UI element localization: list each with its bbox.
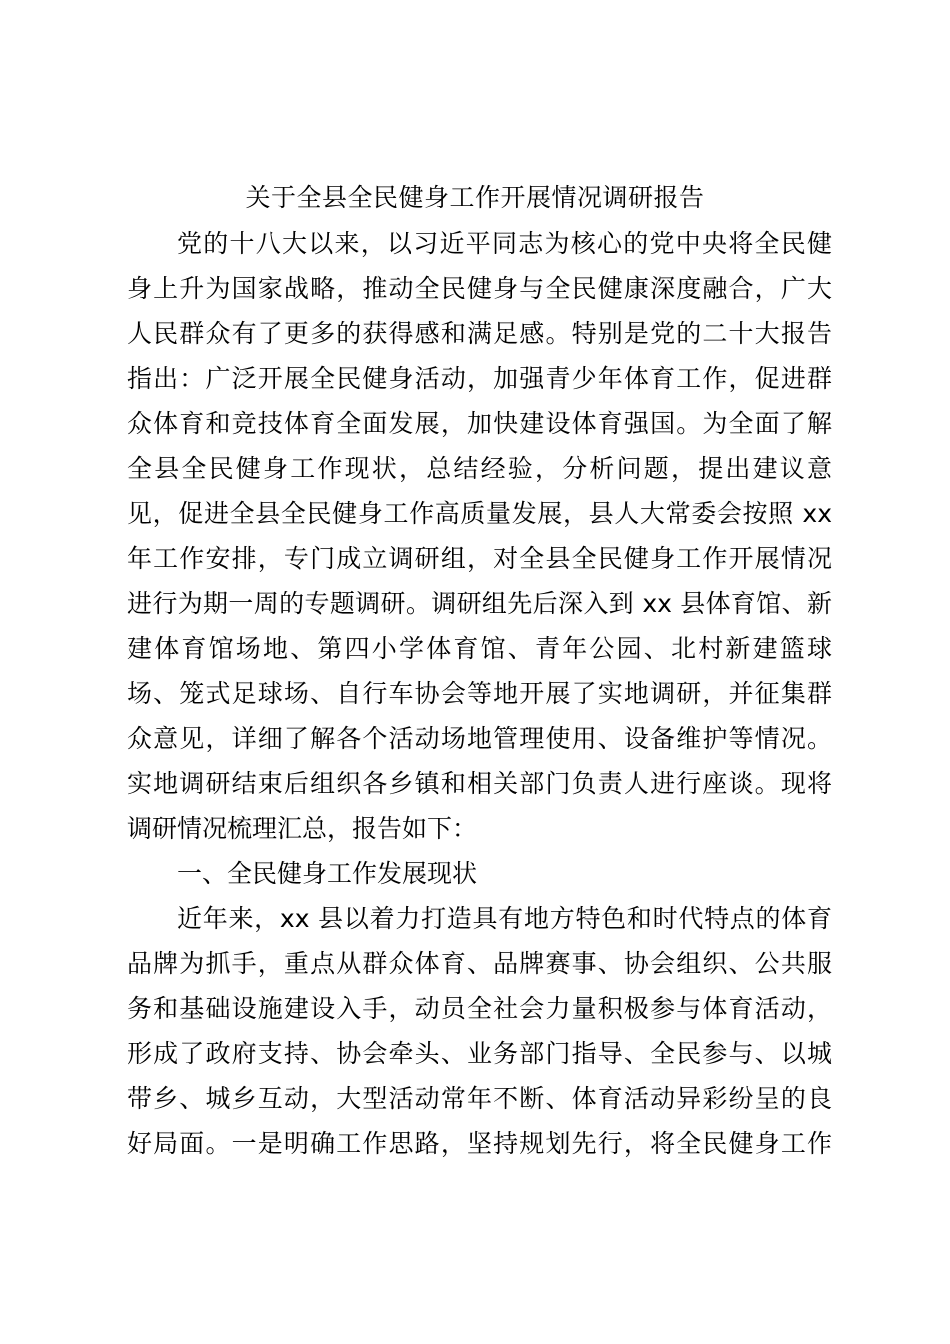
paragraph-line: 人民群众有了更多的获得感和满足感。特别是党的二十大报告 — [127, 319, 832, 348]
section-heading: 一、全民健身工作发展现状 — [177, 859, 478, 888]
paragraph-line: 近年来，xx 县以着力打造具有地方特色和时代特点的体育 — [177, 904, 832, 933]
paragraph-line: 形成了政府支持、协会牵头、业务部门指导、全民参与、以城 — [127, 1039, 832, 1068]
paragraph-line: 见，促进全县全民健身工作高质量发展，县人大常委会按照 xx — [127, 499, 832, 528]
paragraph-line: 好局面。一是明确工作思路，坚持规划先行，将全民健身工作 — [127, 1129, 832, 1158]
paragraph-line: 年工作安排，专门成立调研组，对全县全民健身工作开展情况 — [127, 544, 832, 573]
paragraph-line: 全县全民健身工作现状，总结经验，分析问题，提出建议意 — [127, 454, 832, 483]
paragraph-line: 党的十八大以来，以习近平同志为核心的党中央将全民健 — [177, 229, 832, 258]
paragraph-line: 品牌为抓手，重点从群众体育、品牌赛事、协会组织、公共服 — [127, 949, 832, 978]
paragraph-line: 众体育和竞技体育全面发展，加快建设体育强国。为全面了解 — [127, 409, 832, 438]
paragraph-line: 建体育馆场地、第四小学体育馆、青年公园、北村新建篮球 — [127, 634, 832, 663]
paragraph-line: 务和基础设施建设入手，动员全社会力量积极参与体育活动， — [127, 994, 832, 1023]
paragraph-line: 众意见，详细了解各个活动场地管理使用、设备维护等情况。 — [127, 724, 832, 753]
paragraph-line: 场、笼式足球场、自行车协会等地开展了实地调研，并征集群 — [127, 679, 832, 708]
paragraph-line: 调研情况梳理汇总，报告如下： — [127, 814, 478, 843]
document-title: 关于全县全民健身工作开展情况调研报告 — [245, 183, 705, 212]
paragraph-line: 实地调研结束后组织各乡镇和相关部门负责人进行座谈。现将 — [127, 769, 832, 798]
paragraph-line: 身上升为国家战略，推动全民健身与全民健康深度融合，广大 — [127, 274, 832, 303]
paragraph-line: 指出：广泛开展全民健身活动，加强青少年体育工作，促进群 — [127, 364, 832, 393]
paragraph-line: 进行为期一周的专题调研。调研组先后深入到 xx 县体育馆、新 — [127, 589, 832, 618]
paragraph-line: 带乡、城乡互动，大型活动常年不断、体育活动异彩纷呈的良 — [127, 1084, 832, 1113]
